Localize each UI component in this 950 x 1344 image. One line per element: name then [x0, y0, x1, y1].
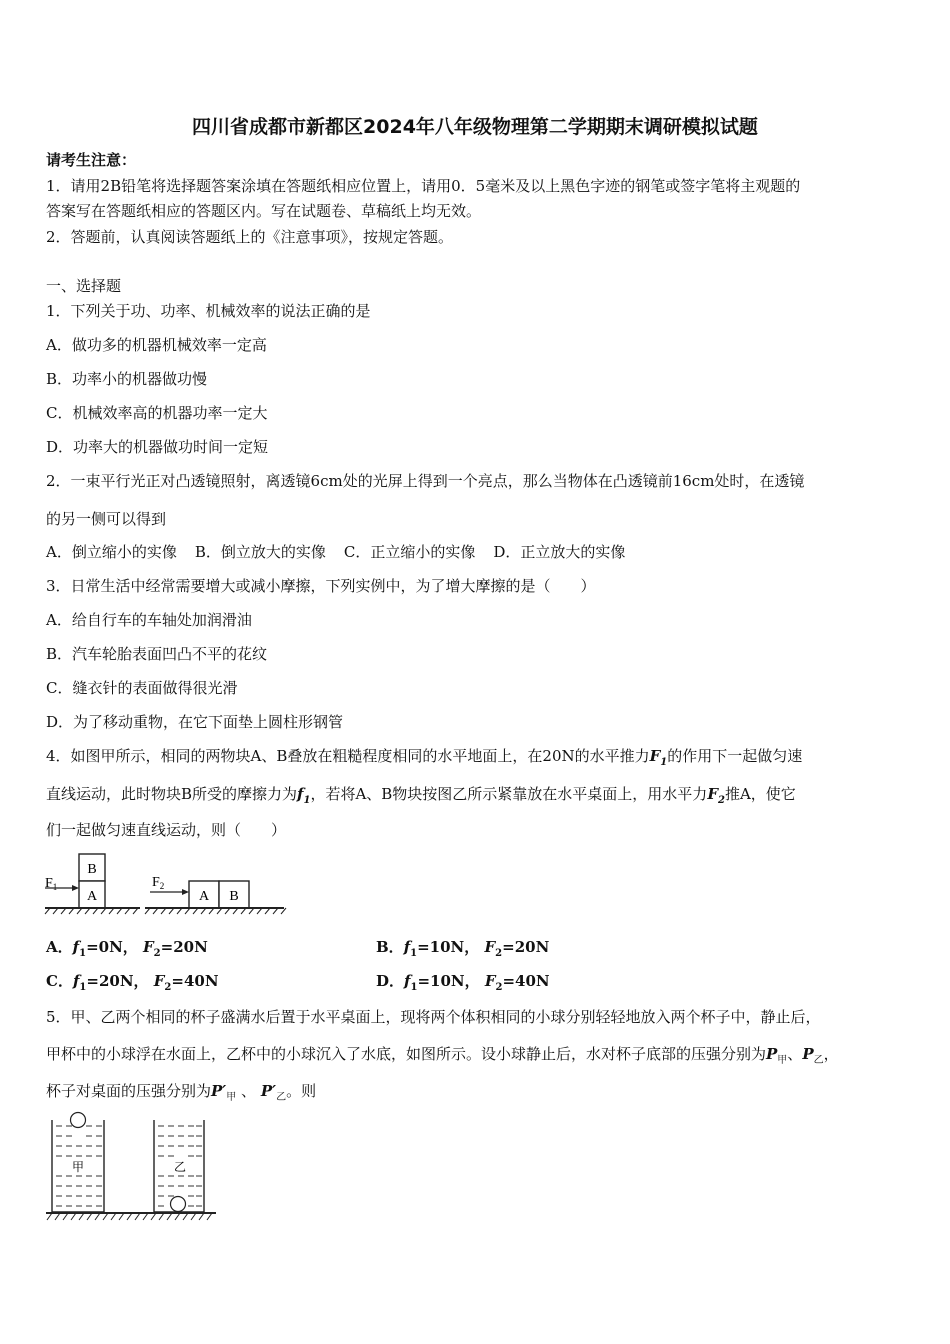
svg-text:B: B — [87, 862, 97, 877]
svg-text:乙: 乙 — [173, 1160, 187, 1174]
q3-option-d: D．为了移动重物，在它下面垫上圆柱形钢管 — [46, 713, 344, 731]
q4-stem-b3: 推A，使它 — [724, 785, 796, 803]
section-heading: 一、选择题 — [46, 277, 122, 295]
q1-option-a: A．做功多的机器机械效率一定高 — [46, 336, 267, 354]
q4-figure — [42, 848, 288, 920]
q1-option-c: C．机械效率高的机器功率一定大 — [46, 404, 268, 422]
svg-text:A: A — [86, 889, 98, 904]
q3-stem: 3．日常生活中经常需要增大或减小摩擦，下列实例中，为了增大摩擦的是（ ） — [46, 577, 596, 595]
q3-option-c: C．缝衣针的表面做得很光滑 — [46, 679, 238, 697]
q5-stem-b: 甲杯中的小球浮在水面上，乙杯中的小球沉入了水底，如图所示。设小球静止后，水对杯子底部的压强分别为$P_甲$、$P_乙$， — [46, 1045, 839, 1066]
q4-F2: $F_2$ — [707, 785, 725, 806]
q5-stem-c1: 杯子对桌面的压强分别为 — [46, 1082, 212, 1100]
notice-item-1b: 答案写在答题纸相应的答题区内。写在试题卷、草稿纸上均无效。 — [46, 202, 482, 220]
q5-stem-b1: 甲杯中的小球浮在水面上，乙杯中的小球沉入了水底，如图所示。设小球静止后，水对杯子底部的压强分别为 — [46, 1045, 767, 1063]
notice-item-1a: 1．请用2B铅笔将选择题答案涂填在答题纸相应位置上，请用0．5毫米及以上黑色字迹的钢笔或签字笔将主观题的 — [46, 177, 801, 195]
q4-figure-jia — [45, 854, 140, 914]
notice-item-2: 2．答题前，认真阅读答题纸上的《注意事项》，按规定答题。 — [46, 228, 454, 246]
notice-heading: 请考生注意： — [46, 151, 137, 169]
q4-f1: $f_1$ — [297, 785, 311, 806]
q2-stem-b: 的另一侧可以得到 — [46, 510, 167, 528]
q3-option-a: A．给自行车的车轴处加润滑油 — [46, 611, 252, 629]
q1-option-d: D．功率大的机器做功时间一定短 — [46, 438, 269, 456]
ball-floating — [71, 1113, 86, 1128]
q4-option-a: A．$f_1=0N$， $F_2=20N$ — [46, 938, 208, 959]
q3-option-b: B．汽车轮胎表面凹凸不平的花纹 — [46, 645, 268, 663]
q2-option-d: D．正立放大的实像 — [493, 543, 626, 561]
q4-option-d: D．$f_1=10N$， $F_2=40N$ — [376, 972, 550, 993]
svg-text:A: A — [198, 889, 210, 904]
q2-stem-a: 2．一束平行光正对凸透镜照射，离透镜6cm处的光屏上得到一个亮点，那么当物体在凸透镜前16cm处时，在透镜 — [46, 472, 805, 490]
q4-stem-a2: 的作用下一起做匀速 — [667, 747, 803, 765]
ball-sunk — [171, 1197, 186, 1212]
q1-option-b: B．功率小的机器做功慢 — [46, 370, 208, 388]
q5-figure — [42, 1108, 222, 1228]
q5-stem-a: 5．甲、乙两个相同的杯子盛满水后置于水平桌面上，现将两个体积相同的小球分别轻轻地放入两个杯子中，静止后， — [46, 1008, 821, 1026]
cup-yi — [154, 1120, 204, 1212]
q4-figure-yi — [145, 875, 286, 914]
q4-stem-b — [46, 784, 796, 811]
cup-jia — [52, 1113, 104, 1213]
q4-stem-c: 们一起做匀速直线运动，则（ ） — [46, 821, 287, 839]
q4-stem-a — [46, 746, 802, 773]
q4-option-b: B．$f_1=10N$， $F_2=20N$ — [376, 938, 550, 959]
svg-text:甲: 甲 — [71, 1160, 85, 1174]
q4-stem-b2: ，若将A、B物块按图乙所示紧靠放在水平桌面上，用水平力 — [310, 785, 708, 803]
q2-option-a: A．倒立缩小的实像 — [46, 543, 177, 561]
svg-text:F2: $F_2$ — [152, 875, 165, 891]
q2-option-c: C．正立缩小的实像 — [343, 543, 476, 561]
page-title: 四川省成都市新都区2024年八年级物理第二学期期末调研模拟试题 — [192, 116, 758, 138]
q2-options — [46, 542, 625, 562]
q5-stem-c: 杯子对桌面的压强分别为$P'_甲$ 、 $P'_乙$。则 — [46, 1082, 317, 1103]
q4-stem-a1: 4．如图甲所示，相同的两物块A、B叠放在粗糙程度相同的水平地面上，在20N的水平推力 — [46, 747, 650, 765]
q4-option-c: C．$f_1=20N$， $F_2=40N$ — [46, 972, 219, 993]
svg-text:B: B — [229, 889, 239, 904]
q4-stem-b1: 直线运动，此时物块B所受的摩擦力为 — [46, 785, 298, 803]
svg-text:F1: $F_1$ — [45, 876, 58, 892]
q1-stem: 1．下列关于功、功率、机械效率的说法正确的是 — [46, 302, 371, 320]
q2-option-b: B．倒立放大的实像 — [194, 543, 326, 561]
q4-F1: $F_1$ — [649, 747, 668, 768]
